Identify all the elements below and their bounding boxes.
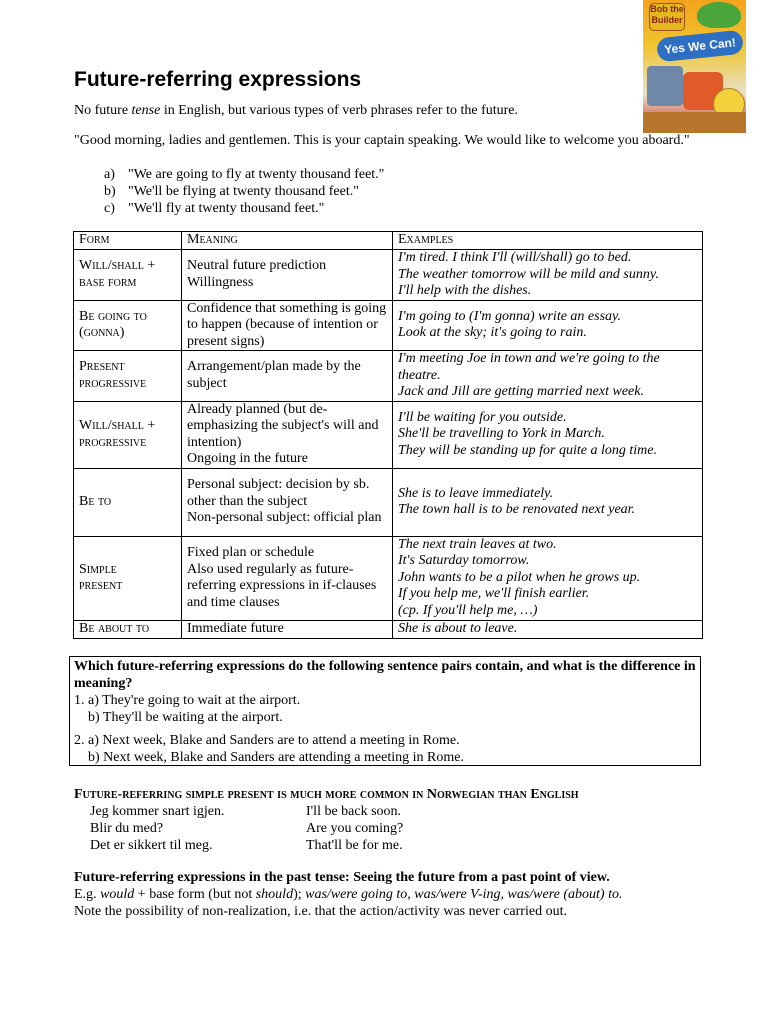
captain-quote: "Good morning, ladies and gentlemen. This is your captain speaking. We would like to welcome you aboard."	[74, 133, 690, 148]
column-header-examples: Examples	[393, 232, 703, 250]
norwegian-examples	[90, 803, 403, 854]
list-item: a) "We are going to fly at twenty thousand feet."	[104, 167, 385, 182]
list-item: b) "We'll be flying at twenty thousand feet."	[104, 184, 359, 199]
past-tense-section	[74, 869, 714, 920]
cover-tagline: Yes We Can!	[656, 30, 744, 63]
form-cell: Will/shall + base form	[74, 250, 182, 301]
examples-cell: The next train leaves at two. It's Saturday tomorrow. John wants to be a pilot when he grows up. If you help me, we'll finish earlier. (cp. If you'll help me, …)	[393, 536, 703, 620]
form-cell: Present progressive	[74, 351, 182, 402]
meaning-cell: Personal subject: decision by sb. other than the subject Non-personal subject: official plan	[182, 468, 393, 536]
past-tense-example: E.g. would + base form (but not should); was/were going to, was/were V-ing, was/were (about) to.	[74, 887, 623, 902]
meaning-cell: Confidence that something is going to happen (because of intention or present signs)	[182, 300, 393, 351]
exercise-item: b) They'll be waiting at the airport.	[88, 710, 283, 725]
exercise-box	[69, 656, 701, 766]
form-cell: Be to	[74, 468, 182, 536]
column-header-meaning: Meaning	[182, 232, 393, 250]
examples-cell: I'm tired. I think I'll (will/shall) go to bed. The weather tomorrow will be mild and sunny. I'll help with the dishes.	[393, 250, 703, 301]
form-cell: Will/shall + progressive	[74, 401, 182, 468]
form-cell: Be about to	[74, 620, 182, 638]
intro-text: No future tense in English, but various types of verb phrases refer to the future.	[74, 103, 518, 118]
examples-cell: I'm meeting Joe in town and we're going to the theatre. Jack and Jill are getting married next week.	[393, 351, 703, 402]
cover-ground-shape	[643, 112, 746, 133]
page-title: Future-referring expressions	[74, 68, 362, 91]
expressions-table	[73, 231, 703, 639]
column-header-form: Form	[74, 232, 182, 250]
cover-leaf-shape	[697, 2, 741, 28]
exercise-item: 2. a) Next week, Blake and Sanders are to attend a meeting in Rome.	[74, 733, 460, 748]
list-item: Det er sikkert til meg. That'll be for me.	[90, 838, 403, 853]
meaning-cell: Neutral future prediction Willingness	[182, 250, 393, 301]
list-item: Jeg kommer snart igjen. I'll be back soon.	[90, 804, 402, 819]
past-tense-heading: Future-referring expressions in the past tense: Seeing the future from a past point of view.	[74, 870, 610, 885]
list-item: Blir du med? Are you coming?	[90, 821, 404, 836]
past-tense-note: Note the possibility of non-realization, i.e. that the action/activity was never carried out.	[74, 904, 567, 919]
examples-cell: I'll be waiting for you outside. She'll be travelling to York in March. They will be standing up for quite a long time.	[393, 401, 703, 468]
list-item: c) "We'll fly at twenty thousand feet."	[104, 201, 325, 216]
table-row	[74, 401, 703, 468]
table-row	[74, 620, 703, 638]
table-row	[74, 351, 703, 402]
exercise-item: b) Next week, Blake and Sanders are attending a meeting in Rome.	[88, 750, 464, 765]
cover-machine-shape	[647, 66, 683, 106]
form-cell: Be going to (gonna)	[74, 300, 182, 351]
examples-cell: She is to leave immediately. The town hall is to be renovated next year.	[393, 468, 703, 536]
meaning-cell: Fixed plan or schedule Also used regularly as future-referring expressions in if-clauses and time clauses	[182, 536, 393, 620]
table-row	[74, 250, 703, 301]
form-cell: Simple present	[74, 536, 182, 620]
norwegian-heading: Future-referring simple present is much more common in Norwegian than English	[74, 787, 579, 802]
book-cover-image	[643, 0, 746, 133]
meaning-cell: Arrangement/plan made by the subject	[182, 351, 393, 402]
table-row	[74, 468, 703, 536]
table-row	[74, 300, 703, 351]
cover-logo: Bob the Builder	[649, 3, 685, 31]
examples-cell: She is about to leave.	[393, 620, 703, 638]
exercise-prompt: Which future-referring expressions do the following sentence pairs contain, and what is the difference in meaning?	[74, 659, 696, 691]
exercise-item: 1. a) They're going to wait at the airport.	[74, 693, 301, 708]
table-header-row	[74, 232, 703, 250]
meaning-cell: Immediate future	[182, 620, 393, 638]
table-row	[74, 536, 703, 620]
example-list	[104, 166, 384, 217]
examples-cell: I'm going to (I'm gonna) write an essay. Look at the sky; it's going to rain.	[393, 300, 703, 351]
meaning-cell: Already planned (but de-emphasizing the subject's will and intention) Ongoing in the future	[182, 401, 393, 468]
